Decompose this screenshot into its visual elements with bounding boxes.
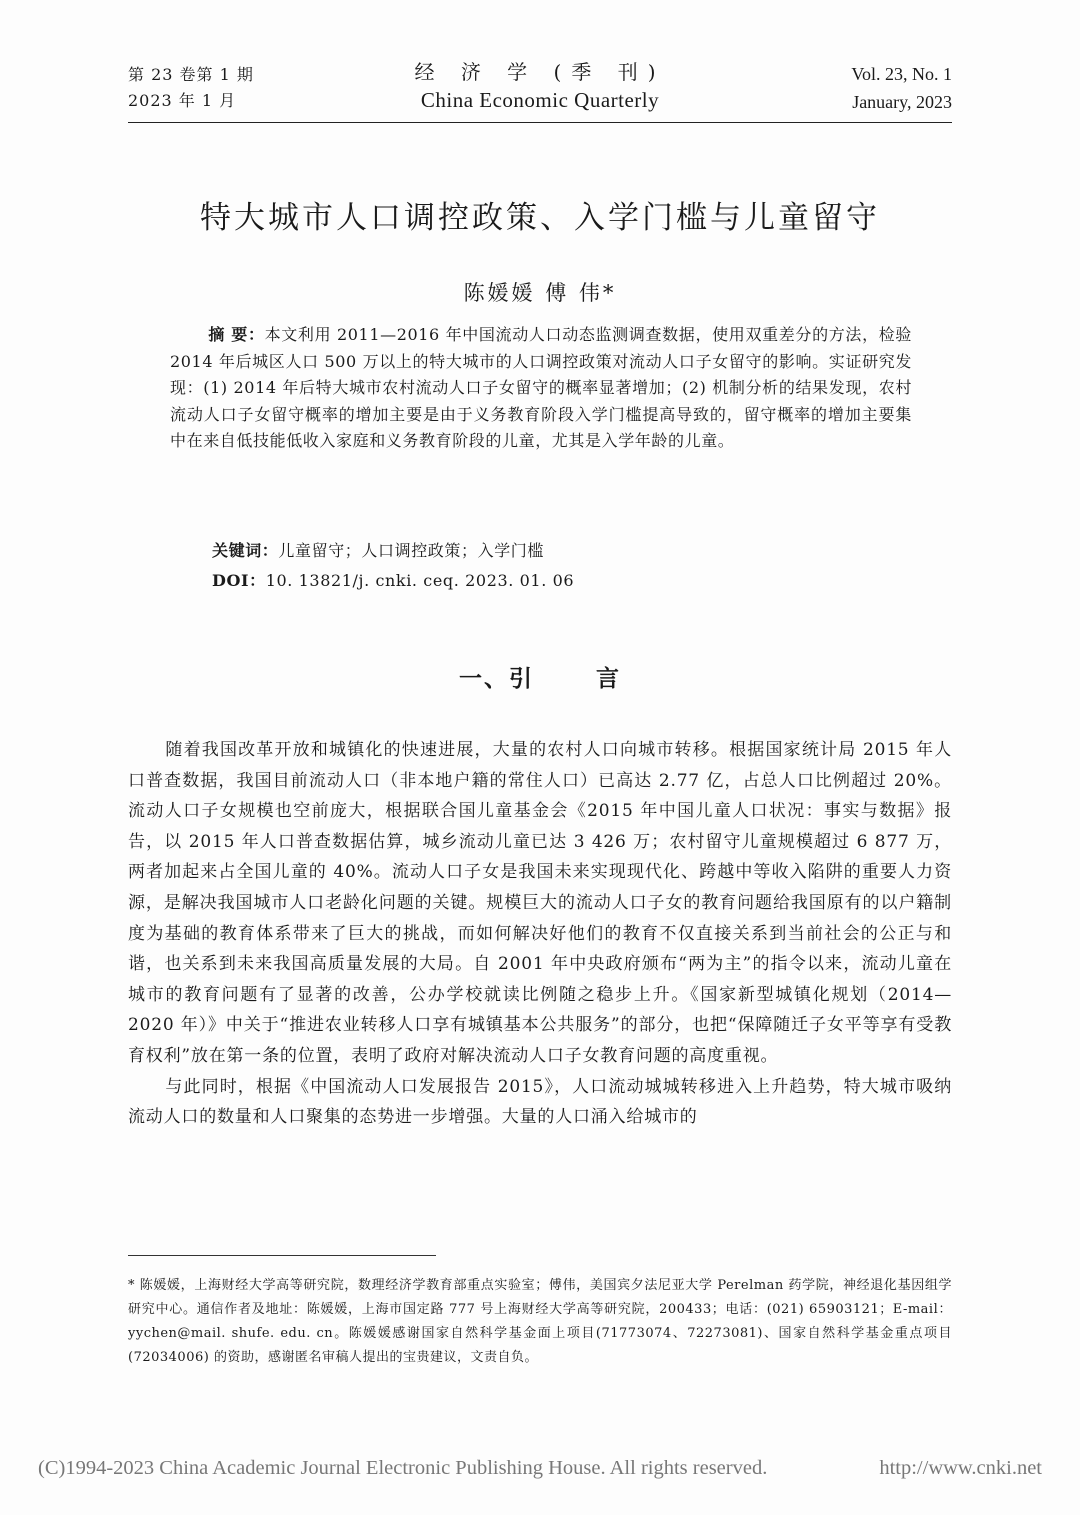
article-title: 特大城市人口调控政策、入学门槛与儿童留守 <box>200 200 880 236</box>
copyright-line <box>38 1455 1042 1481</box>
volume-issue-cn: 第 23 卷第 1 期 <box>128 65 254 84</box>
journal-name-cn: 经 济 学 (季 刊) <box>414 60 666 84</box>
footnote: * 陈媛媛，上海财经大学高等研究院，数理经济学教育部重点实验室；傅伟，美国宾夕法尼亚大学 Perelman 药学院，神经退化基因组学研究中心。通信作者及地址：陈媛媛，上海市国定路 777 号上海财经大学高等研究院，200433；电话：(021) 65903121；E-mail：yychen@mail. shufe. edu. cn。陈媛媛感谢国家自然科学基金面上项目(71773074、72273081)、国家自然科学基金重点项目 (72034006) 的资助，感谢匿名审稿人提出的宝贵建议，文责自负。 <box>128 1278 952 1365</box>
paragraph: 与此同时，根据《中国流动人口发展报告 2015》，人口流动城城转移进入上升趋势，特大城市吸纳流动人口的数量和人口聚集的态势进一步增强。大量的人口涌入给城市的 <box>128 1076 952 1128</box>
keywords-label: 关键词： <box>212 541 279 560</box>
journal-name-en: China Economic Quarterly <box>420 88 660 112</box>
section-name: 言 <box>596 665 621 692</box>
header-left <box>128 62 254 114</box>
header-rule <box>128 122 952 123</box>
doi-text: 10. 13821/j. cnki. ceq. 2023. 01. 06 <box>265 571 575 590</box>
doi <box>212 568 574 594</box>
body-text <box>128 735 952 1133</box>
keywords-text: 儿童留守；人口调控政策；入学门槛 <box>278 541 545 560</box>
header-center <box>340 58 740 114</box>
copyright-text: (C)1994-2023 China Academic Journal Electronic Publishing House. All rights reserved. <box>38 1457 768 1479</box>
cnki-link[interactable]: http://www.cnki.net <box>879 1457 1042 1479</box>
volume-issue-en: Vol. 23, No. 1 <box>851 64 952 84</box>
doi-label: DOI： <box>212 571 266 590</box>
abstract <box>170 322 912 455</box>
section-number: 一、引 <box>459 665 534 692</box>
paragraph: 随着我国改革开放和城镇化的快速进展，大量的农村人口向城市转移。根据国家统计局 2015 年人口普查数据，我国目前流动人口（非本地户籍的常住人口）已高达 2.77 亿，占总人口比例超过 20%。流动人口子女规模也空前庞大，根据联合国儿童基金会《2015 年中国儿童人口状况：事实与数据》报告，以 2015 年人口普查数据估算，城乡流动儿童已达 3 426 万；农村留守儿童规模超过 6 877 万，两者加起来占全国儿童的 40%。流动人口子女是我国未来实现现代化、跨越中等收入陷阱的重要人力资源，是解决我国城市人口老龄化问题的关键。规模巨大的流动人口子女的教育问题给我国原有的以户籍制度为基础的教育体系带来了巨大的挑战，而如何解决好他们的教育不仅直接关系到当前社会的公正与和谐，也关系到未来我国高质量发展的大局。自 2001 年中央政府颁布“两为主”的指令以来，流动儿童在城市的教育问题有了显著的改善，公办学校就读比例随之稳步上升。《国家新型城镇化规划（2014—2020 年）》中关于“推进农业转移人口享有城镇基本公共服务”的部分，也把“保障随迁子女平等享有受教育权利”放在第一条的位置，表明了政府对解决流动人口子女教育问题的高度重视。 <box>128 740 952 1066</box>
date-cn: 2023 年 1 月 <box>128 91 237 110</box>
section-heading <box>128 662 952 696</box>
header-right <box>851 60 952 116</box>
abstract-label: 摘 要： <box>208 325 265 344</box>
article-authors: 陈媛媛 傅 伟* <box>463 281 617 305</box>
keywords <box>212 538 544 564</box>
date-en: January, 2023 <box>852 92 952 112</box>
footnote-rule <box>128 1255 436 1256</box>
abstract-text: 本文利用 2011—2016 年中国流动人口动态监测调查数据，使用双重差分的方法，检验 2014 年后城区人口 500 万以上的特大城市的人口调控政策对流动人口子女留守的影响。实证研究发现：(1) 2014 年后特大城市农村流动人口子女留守的概率显著增加；(2) 机制分析的结果发现，农村流动人口子女留守概率的增加主要是由于义务教育阶段入学门槛提高导致的，留守概率的增加主要集中在来自低技能低收入家庭和义务教育阶段的儿童，尤其是入学年龄的儿童。 <box>170 325 912 450</box>
